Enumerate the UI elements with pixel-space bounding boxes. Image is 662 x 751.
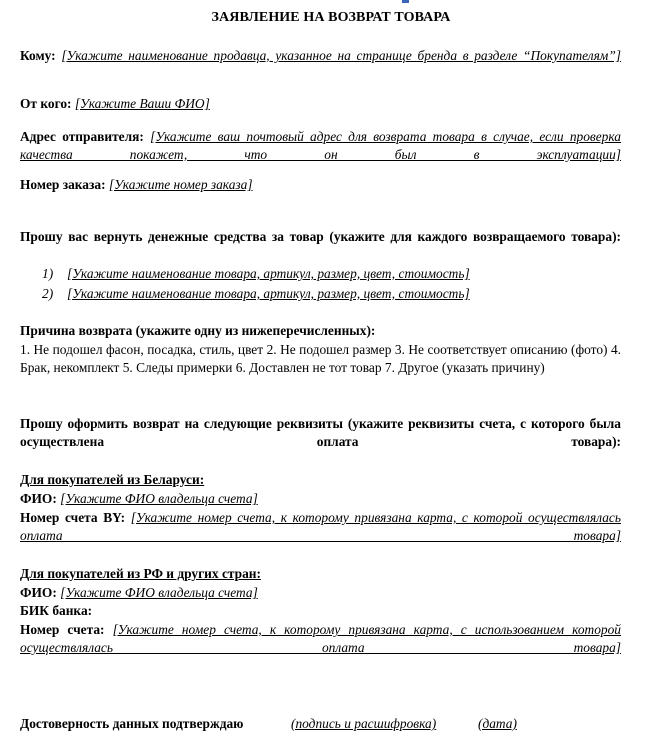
address-label: Адрес отправителя: — [20, 129, 144, 144]
sender-label: От кого: — [20, 96, 72, 111]
belarus-account-row — [20, 509, 621, 545]
refund-item — [20, 264, 621, 284]
refund-item-placeholder: [Укажите наименование товара, артикул, размер, цвет, стоимость] — [67, 266, 470, 281]
russia-heading: Для покупателей из РФ и других стран: — [20, 566, 261, 581]
recipient-block — [20, 47, 621, 65]
page-top-mark — [402, 0, 409, 3]
refund-item-placeholder: [Укажите наименование товара, артикул, размер, цвет, стоимость] — [67, 286, 470, 301]
date-field: (дата) — [478, 716, 517, 731]
address-placeholder: [Укажите ваш почтовый адрес для возврата товара в случае, если проверка качества покажет, что он был в эксплуатации] — [20, 129, 621, 162]
signature-row — [20, 715, 640, 733]
reason-text: 1. Не подошел фасон, посадка, стиль, цвет 2. Не подошел размер 3. Не соответствует описанию (фото) 4. Брак, некомплект 5. Следы примерки 6. Доставлен не тот товар 7. Другое (указать причину) — [20, 342, 621, 375]
document-title: ЗАЯВЛЕНИЕ НА ВОЗВРАТ ТОВАРА — [211, 10, 451, 25]
belarus-heading: Для покупателей из Беларуси: — [20, 472, 205, 487]
belarus-name-row — [20, 490, 621, 508]
signature-field: (подпись и расшифровка) — [291, 716, 437, 731]
refund-request-text: Прошу вас вернуть денежные средства за товар (укажите для каждого возвращаемого товара): — [20, 229, 621, 244]
belarus-account-placeholder: [Укажите номер счета, к которому привязана карта, с которой осуществлялась оплата товара] — [20, 510, 621, 543]
russia-name-row — [20, 584, 621, 602]
sender-block — [20, 95, 621, 113]
russia-account-placeholder: [Укажите номер счета, к которому привязана карта, с использованием которой осуществлялась оплата товара] — [20, 622, 621, 655]
sender-placeholder: [Укажите Ваши ФИО] — [74, 96, 210, 111]
order-placeholder: [Укажите номер заказа] — [108, 177, 253, 192]
russia-bik-label: БИК банка: — [20, 603, 93, 618]
signature-label: Достоверность данных подтверждаю — [20, 716, 244, 731]
belarus-account-label: Номер счета BY: — [20, 510, 126, 525]
belarus-name-placeholder: [Укажите ФИО владельца счета] — [60, 491, 258, 506]
address-block — [20, 128, 621, 164]
russia-account-label: Номер счета: — [20, 622, 105, 637]
order-block — [20, 176, 621, 194]
refund-items-list — [20, 264, 621, 304]
russia-account-row — [20, 621, 621, 657]
russia-name-placeholder: [Укажите ФИО владельца счета] — [60, 585, 258, 600]
refund-item-number: 2) — [42, 286, 54, 301]
refund-item — [20, 284, 621, 304]
belarus-name-label: ФИО: — [20, 491, 57, 506]
russia-name-label: ФИО: — [20, 585, 57, 600]
recipient-label: Кому: — [20, 48, 56, 63]
order-label: Номер заказа: — [20, 177, 106, 192]
requisites-text: Прошу оформить возврат на следующие реквизиты (укажите реквизиты счета, с которого была осуществлена оплата товара): — [20, 416, 621, 449]
recipient-placeholder: [Укажите наименование продавца, указанное на странице бренда в разделе “Покупателям”] — [61, 48, 622, 63]
reason-heading: Причина возврата (укажите одну из нижеперечисленных): — [20, 323, 376, 338]
refund-item-number: 1) — [42, 266, 54, 281]
